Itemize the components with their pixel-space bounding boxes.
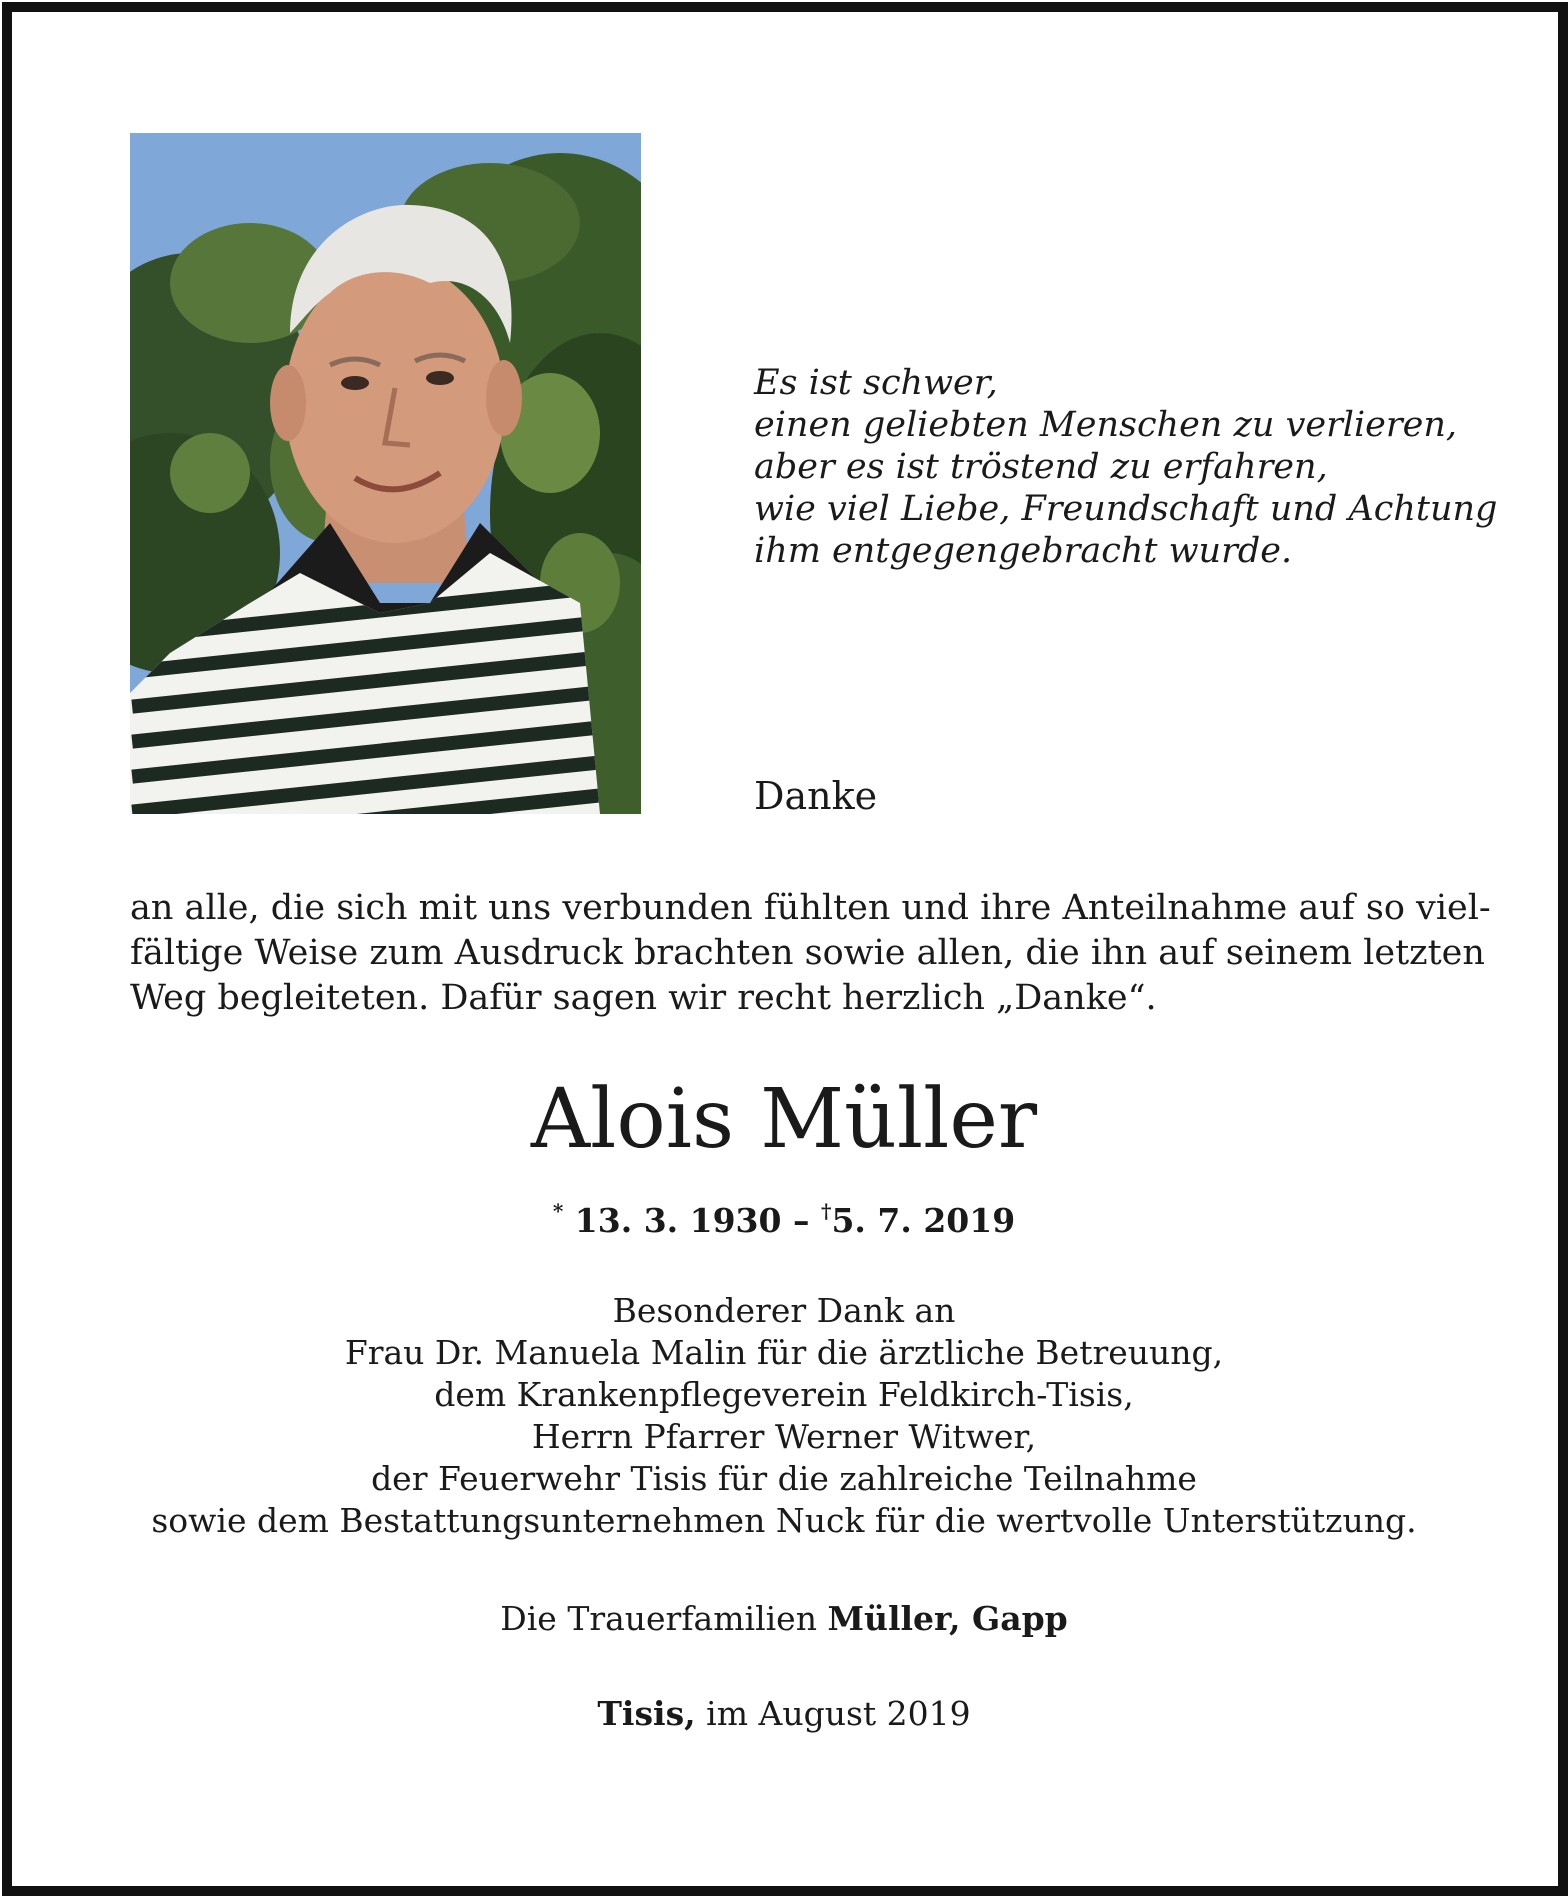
special-thanks-line: Herrn Pfarrer Werner Witwer, [531, 1417, 1037, 1456]
thanks-line: an alle, die sich mit uns verbunden fühlten und ihre Anteilnahme auf so viel- [130, 888, 1491, 928]
poem-line: Es ist schwer, [754, 363, 998, 403]
place-name: Tisis, [597, 1694, 696, 1733]
poem-line: ihm entgegengebracht wurde. [754, 531, 1293, 571]
family-signature [0, 1596, 1568, 1642]
death-date: 5. 7. 2019 [831, 1201, 1016, 1240]
portrait-photo [130, 133, 641, 814]
family-names: Müller, Gapp [827, 1599, 1068, 1638]
birth-date: 13. 3. 1930 [574, 1201, 782, 1240]
poem-line: aber es ist tröstend zu erfahren, [754, 447, 1328, 487]
poem-line: einen geliebten Menschen zu verlieren, [754, 405, 1458, 445]
deceased-name: Alois Müller [530, 1072, 1038, 1167]
thanks-paragraph [130, 886, 1491, 1021]
special-thanks-line: dem Krankenpflegeverein Feldkirch-Tisis, [434, 1375, 1134, 1414]
thanks-heading: Danke [754, 774, 878, 818]
special-thanks-line: der Feuerwehr Tisis für die zahlreiche Teilnahme [371, 1459, 1197, 1498]
thanks-line: fältige Weise zum Ausdruck brachten sowie allen, die ihn auf seinem letzten [130, 933, 1485, 973]
special-thanks-line: Besonderer Dank an [612, 1291, 956, 1330]
date-separator: – [781, 1201, 821, 1240]
death-symbol: † [820, 1199, 832, 1223]
poem [754, 362, 1498, 572]
family-prefix: Die Trauerfamilien [500, 1599, 828, 1638]
place-date [0, 1691, 1568, 1737]
special-thanks [0, 1290, 1568, 1542]
special-thanks-line: Frau Dr. Manuela Malin für die ärztliche Betreuung, [344, 1333, 1224, 1372]
poem-line: wie viel Liebe, Freundschaft und Achtung [754, 489, 1498, 529]
date-text: im August 2019 [695, 1694, 971, 1733]
birth-symbol: * [552, 1199, 564, 1223]
life-dates [0, 1198, 1568, 1244]
thanks-line: Weg begleiteten. Dafür sagen wir recht herzlich „Danke“. [130, 978, 1157, 1018]
special-thanks-line: sowie dem Bestattungsunternehmen Nuck für die wertvolle Unterstützung. [151, 1501, 1417, 1540]
